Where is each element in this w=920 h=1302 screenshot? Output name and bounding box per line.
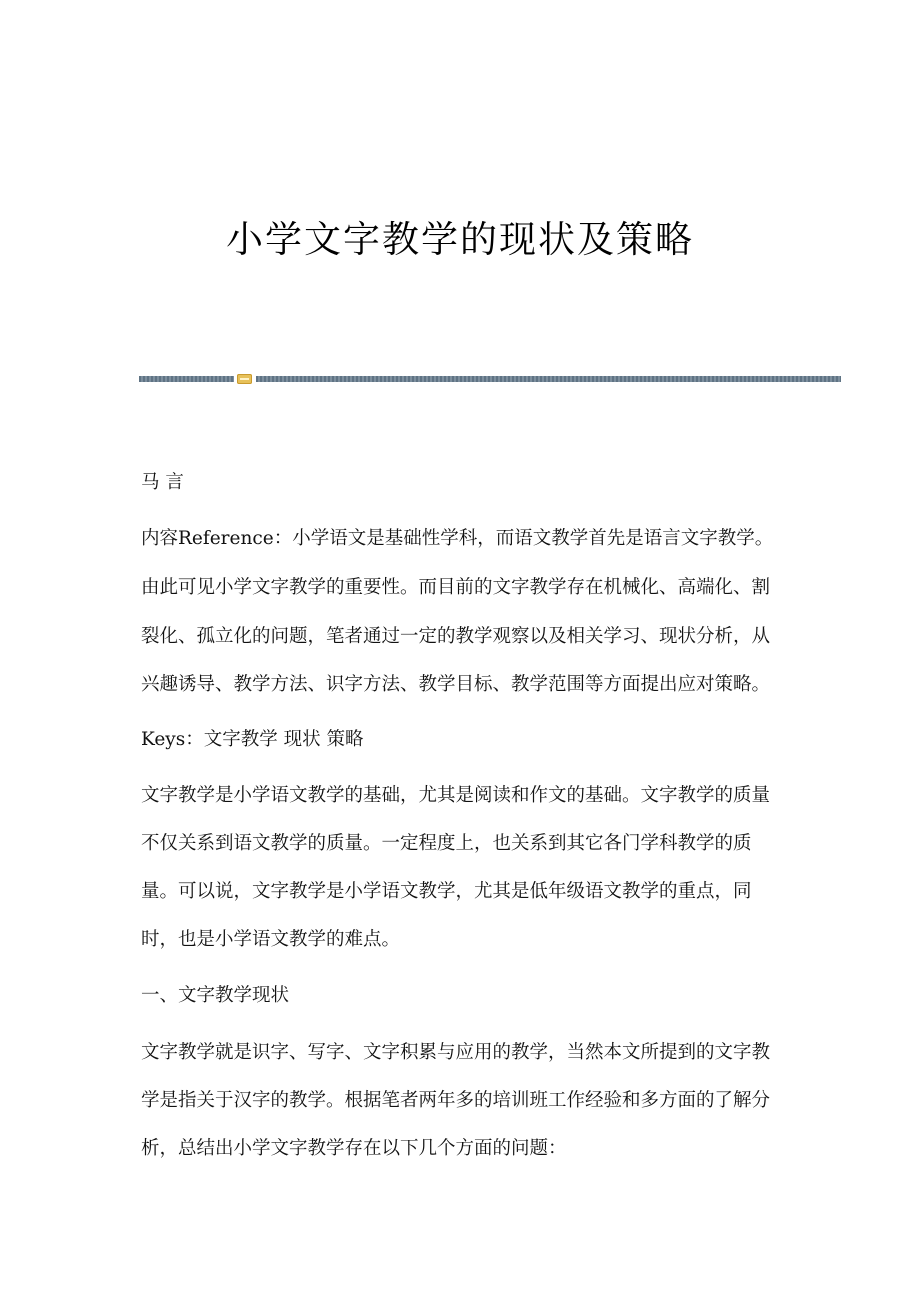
- abstract-line: 内容Reference：小学语文是基础性学科，而语文教学首先是语言文字教学。: [141, 528, 774, 549]
- abstract-line: 由此可见小学文字教学的重要性。而目前的文字教学存在机械化、高端化、割: [141, 577, 771, 598]
- abstract-line: 兴趣诱导、教学方法、识字方法、教学目标、教学范围等方面提出应对策略。: [141, 674, 771, 695]
- divider-ornament-icon: [237, 374, 252, 384]
- intro-paragraph-line: 时，也是小学语文教学的难点。: [141, 929, 401, 950]
- author-name: 马 言: [141, 472, 184, 493]
- document-title: 小学文字教学的现状及策略: [226, 218, 694, 261]
- intro-paragraph-line: 文字教学是小学语文教学的基础，尤其是阅读和作文的基础。文字教学的质量: [141, 785, 771, 806]
- abstract-line: 裂化、孤立化的问题，笔者通过一定的教学观察以及相关学习、现状分析，从: [141, 626, 771, 647]
- divider-bar-right: [256, 376, 841, 382]
- section-paragraph-line: 学是指关于汉字的教学。根据笔者两年多的培训班工作经验和多方面的了解分: [141, 1090, 771, 1111]
- section-paragraph-line: 文字教学就是识字、写字、文字积累与应用的教学，当然本文所提到的文字教: [141, 1042, 771, 1063]
- section-heading: 一、文字教学现状: [141, 985, 290, 1006]
- section-paragraph-line: 析，总结出小学文字教学存在以下几个方面的问题：: [141, 1138, 567, 1159]
- title-divider: [139, 374, 841, 384]
- keywords-line: Keys：文字教学 现状 策略: [141, 729, 364, 750]
- intro-paragraph-line: 量。可以说，文字教学是小学语文教学，尤其是低年级语文教学的重点，同: [141, 881, 752, 902]
- intro-paragraph-line: 不仅关系到语文教学的质量。一定程度上，也关系到其它各门学科教学的质: [141, 833, 752, 854]
- divider-bar-left: [139, 376, 234, 382]
